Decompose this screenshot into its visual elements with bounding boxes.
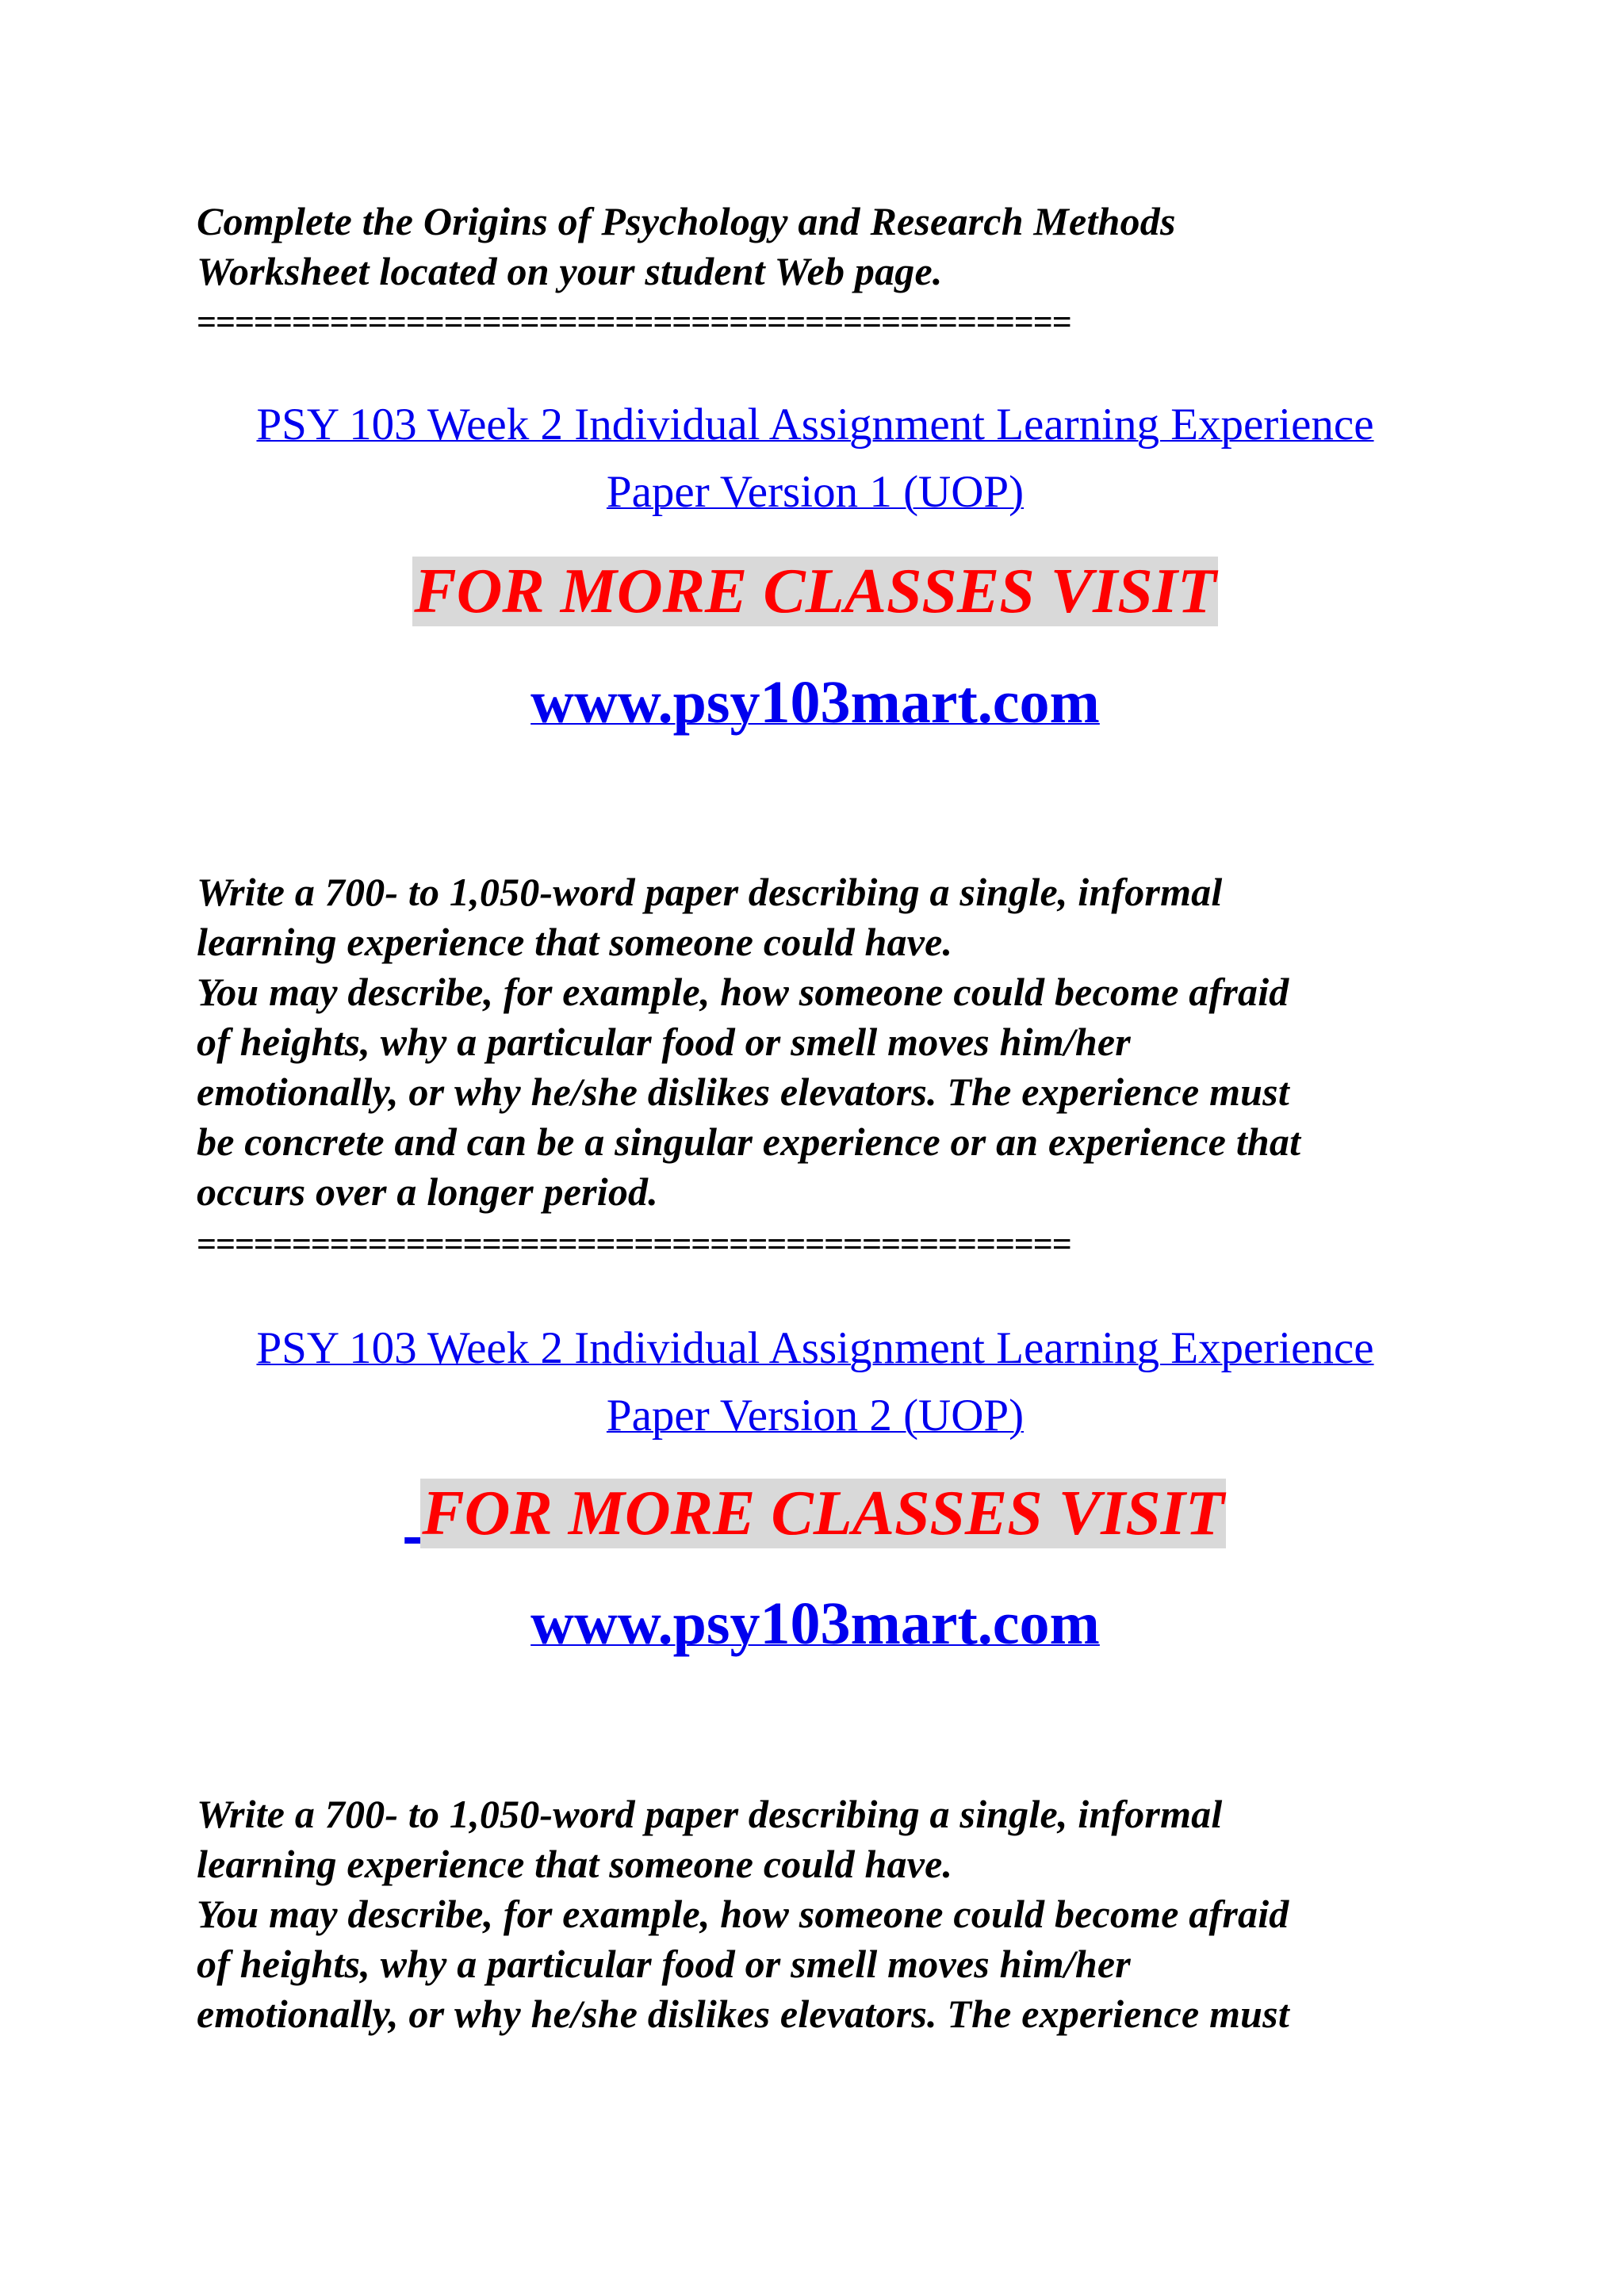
body-line: learning experience that someone could have. — [197, 920, 953, 964]
section-2-title[interactable] — [197, 1314, 1434, 1449]
body-line: You may describe, for example, how someone could become afraid — [197, 1892, 1289, 1936]
section-1-title[interactable] — [197, 391, 1434, 526]
section-2-site[interactable] — [197, 1587, 1434, 1660]
leading-link-underline[interactable] — [404, 1479, 420, 1548]
separator: ============================================== — [197, 303, 1071, 342]
body-line: occurs over a longer period. — [197, 1169, 658, 1214]
body-line: emotionally, or why he/she dislikes elevators. The experience must — [197, 1992, 1289, 2036]
section-title-line[interactable]: Paper Version 2 (UOP) — [606, 1391, 1025, 1441]
promo-text: FOR MORE CLASSES VISIT — [422, 1479, 1224, 1548]
intro-line: Worksheet located on your student Web page. — [197, 249, 943, 293]
intro-line: Complete the Origins of Psychology and Research Methods — [197, 199, 1176, 243]
body-line: of heights, why a particular food or smell moves him/her — [197, 1942, 1131, 1986]
section-title-line[interactable]: PSY 103 Week 2 Individual Assignment Learning Experience — [256, 1323, 1374, 1373]
body-line: Write a 700- to 1,050-word paper describing a single, informal — [197, 870, 1223, 914]
separator: ============================================== — [197, 1225, 1071, 1264]
body-line: You may describe, for example, how someone could become afraid — [197, 970, 1289, 1014]
site-link[interactable]: www.psy103mart.com — [530, 1590, 1100, 1657]
section-title-line[interactable]: PSY 103 Week 2 Individual Assignment Learning Experience — [256, 400, 1374, 450]
body-line: of heights, why a particular food or smell moves him/her — [197, 1020, 1131, 1064]
body-line: be concrete and can be a singular experience or an experience that — [197, 1119, 1301, 1164]
section-title-line[interactable]: Paper Version 1 (UOP) — [606, 467, 1025, 517]
section-1-site[interactable] — [197, 666, 1434, 739]
promo-text: FOR MORE CLASSES VISIT — [414, 557, 1216, 626]
section-2-body — [197, 1789, 1434, 2039]
section-1-body — [197, 867, 1434, 1217]
intro-paragraph — [197, 197, 1434, 297]
section-2-title-link[interactable] — [197, 1314, 1434, 1449]
site-link[interactable]: www.psy103mart.com — [530, 669, 1100, 736]
body-line: emotionally, or why he/she dislikes elevators. The experience must — [197, 1070, 1289, 1114]
body-line: learning experience that someone could have. — [197, 1842, 953, 1886]
section-1-title-link[interactable] — [197, 391, 1434, 526]
section-2-promo — [197, 1477, 1434, 1550]
section-1-promo — [197, 555, 1434, 628]
body-line: Write a 700- to 1,050-word paper describing a single, informal — [197, 1792, 1223, 1836]
